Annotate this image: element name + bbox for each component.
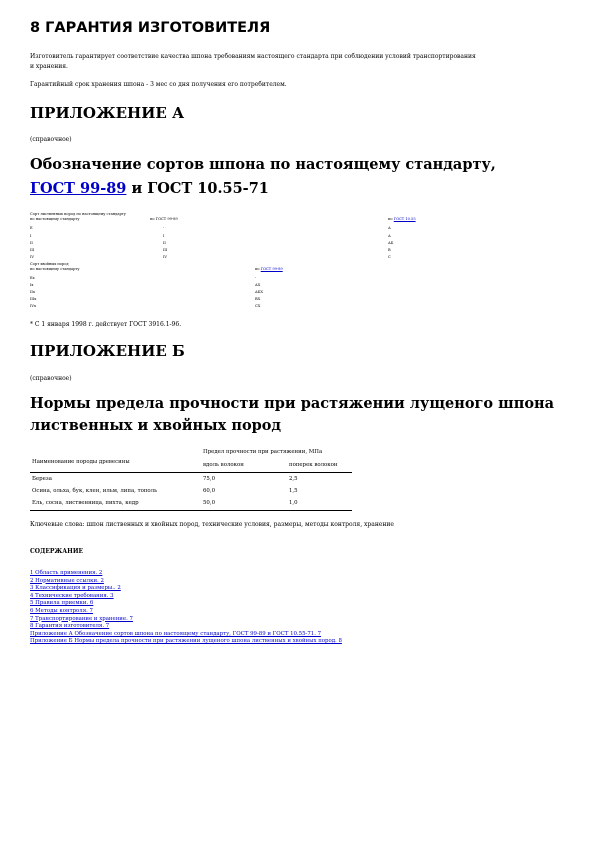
table1-row-3-col-2: II: [163, 241, 166, 245]
table2-row-5-col-2: СХ: [255, 304, 261, 308]
table2-row-1-col-2: -: [255, 276, 257, 280]
table2-gost-99-link[interactable]: ГОСТ 99-89: [260, 267, 283, 271]
toc-title: СОДЕРЖАНИЕ: [30, 548, 84, 555]
toc-item-3[interactable]: 3 Классификация и размеры.. 2: [30, 585, 121, 592]
toc-item-appendix-b[interactable]: Приложение Б Нормы предела прочности при растяжении лущеного шпона лиственных и хвойных пород. 8: [30, 638, 342, 645]
toc-item-7[interactable]: 7 Транспортирование и хранение. 7: [30, 615, 133, 622]
strength-table-col-across: поперек волокон: [289, 462, 338, 468]
gost-1055-link[interactable]: ГОСТ 10.55: [393, 217, 416, 221]
table1-row-1-col-3: А: [388, 226, 391, 230]
table1-head-gost-1055: по ГОСТ 10.55: [388, 217, 416, 221]
table1-row-2-col-1: I: [30, 234, 32, 238]
strength-row-2-species: Осина, ольха, бук, клен, ильм, липа, тополь: [32, 488, 158, 494]
table1-head-this-standard: по настоящему стандарту: [30, 217, 80, 221]
appendix-a-footnote: * С 1 января 1998 г. действует ГОСТ 3916.1-96.: [30, 321, 182, 328]
table2-row-4-col-1: IIIx: [30, 297, 37, 301]
table1-row-4-col-2: III: [163, 248, 168, 252]
table1-row-4-col-1: III: [30, 248, 35, 252]
table2-row-4-col-2: ВХ: [255, 297, 261, 301]
toc-item-6[interactable]: 6 Методы контроля. 7: [30, 608, 93, 614]
table2-head-this-standard: по настоящему стандарту: [30, 267, 80, 271]
section-8-title: 8 ГАРАНТИЯ ИЗГОТОВИТЕЛЯ: [30, 20, 271, 36]
appendix-a-heading-rest: и ГОСТ 10.55-71: [126, 180, 269, 197]
strength-row-3-species: Ель, сосна, лиственница, пихта, кедр: [32, 500, 139, 506]
strength-row-3-across: 1,0: [289, 500, 298, 506]
table2-row-2-col-2: АХ: [255, 283, 261, 287]
table1-head-gost-99: по ГОСТ 99-89: [150, 217, 178, 221]
table1-row-2-col-3: А: [388, 234, 391, 238]
table1-row-5-col-2: IV: [163, 255, 168, 259]
section-8-paragraph-1-line-1: Изготовитель гарантирует соответствие качества шпона требованиям настоящего стандарта при соблюдении условий транспортирования: [30, 53, 476, 60]
gost-99-89-link[interactable]: ГОСТ 99-89: [30, 180, 127, 197]
appendix-b-heading-line-1: Нормы предела прочности при растяжении лущеного шпона: [30, 395, 554, 412]
strength-row-1-across: 2,5: [289, 476, 298, 482]
appendix-a-heading-line-2: [30, 180, 269, 197]
appendix-a-note: (справочное): [30, 136, 72, 143]
table2-row-1-col-1: Ех: [30, 276, 35, 280]
toc-item-4[interactable]: 4 Технические требования. 3: [30, 592, 114, 599]
appendix-a-heading-line-1: Обозначение сортов шпона по настоящему стандарту,: [30, 156, 496, 173]
table1-row-5-col-3: С: [388, 255, 391, 259]
table2-row-2-col-1: Ix: [30, 283, 34, 287]
strength-row-2-along: 60,0: [203, 488, 216, 494]
table1-row-3-col-1: II: [30, 241, 33, 245]
strength-table-col-species: Наименование породы древесины: [32, 459, 130, 465]
toc-item-1[interactable]: 1 Область применения. 2: [30, 570, 103, 576]
section-8-paragraph-1-line-2: и хранения.: [30, 63, 68, 70]
toc-item-5[interactable]: 5 Правила приемки. 6: [30, 600, 94, 607]
table1-row-1-col-2: -: [163, 226, 165, 230]
section-8-paragraph-2: Гарантийный срок хранения шпона - 3 мес со дня получения его потребителем.: [30, 81, 287, 88]
toc-item-2[interactable]: 2 Нормативные ссылки. 2: [30, 577, 104, 584]
appendix-b-heading-line-2: лиственных и хвойных пород: [30, 417, 282, 434]
table1-row-1-col-1: Е: [30, 226, 33, 230]
strength-table-group-header: Предел прочности при растяжении, МПа: [203, 449, 323, 455]
strength-row-3-along: 50,0: [203, 500, 216, 506]
table1-row-2-col-2: I: [163, 234, 165, 238]
appendix-b-note: (справочное): [30, 375, 72, 382]
strength-row-1-along: 75,0: [203, 476, 216, 482]
toc-item-8[interactable]: 8 Гарантия изготовителя. 7: [30, 623, 110, 630]
table2-row-3-col-2: АБХ: [255, 290, 263, 294]
table2-head-gost-99: по ГОСТ 99-89: [255, 267, 283, 271]
keywords: Ключевые слова: шпон лиственных и хвойных пород, технические условия, размеры, методы контроля, хранение: [30, 521, 394, 528]
strength-table-col-along: вдоль волокон: [203, 462, 244, 468]
table1-row-4-col-3: В: [388, 248, 391, 252]
table1-head-grade: Сорт лиственных пород по настоящему стандарту: [30, 212, 126, 216]
table2-row-3-col-1: IIx: [30, 290, 35, 294]
strength-table-bottom-rule: [30, 510, 352, 511]
toc-item-appendix-a[interactable]: Приложение А Обозначение сортов шпона по настоящему стандарту, ГОСТ 99-89 и ГОСТ 10.55-71. 7: [30, 630, 322, 637]
table2-row-5-col-1: IVx: [30, 304, 37, 308]
table1-row-3-col-3: АБ: [388, 241, 394, 245]
strength-row-2-across: 1,5: [289, 488, 298, 494]
appendix-a-title: ПРИЛОЖЕНИЕ А: [30, 104, 185, 122]
table1-row-5-col-1: IV: [30, 255, 35, 259]
table2-head-grade: Сорт хвойных пород: [30, 262, 69, 266]
appendix-b-title: ПРИЛОЖЕНИЕ Б: [30, 342, 185, 360]
strength-table-header-rule: [30, 472, 352, 473]
strength-row-1-species: Береза: [32, 476, 52, 482]
